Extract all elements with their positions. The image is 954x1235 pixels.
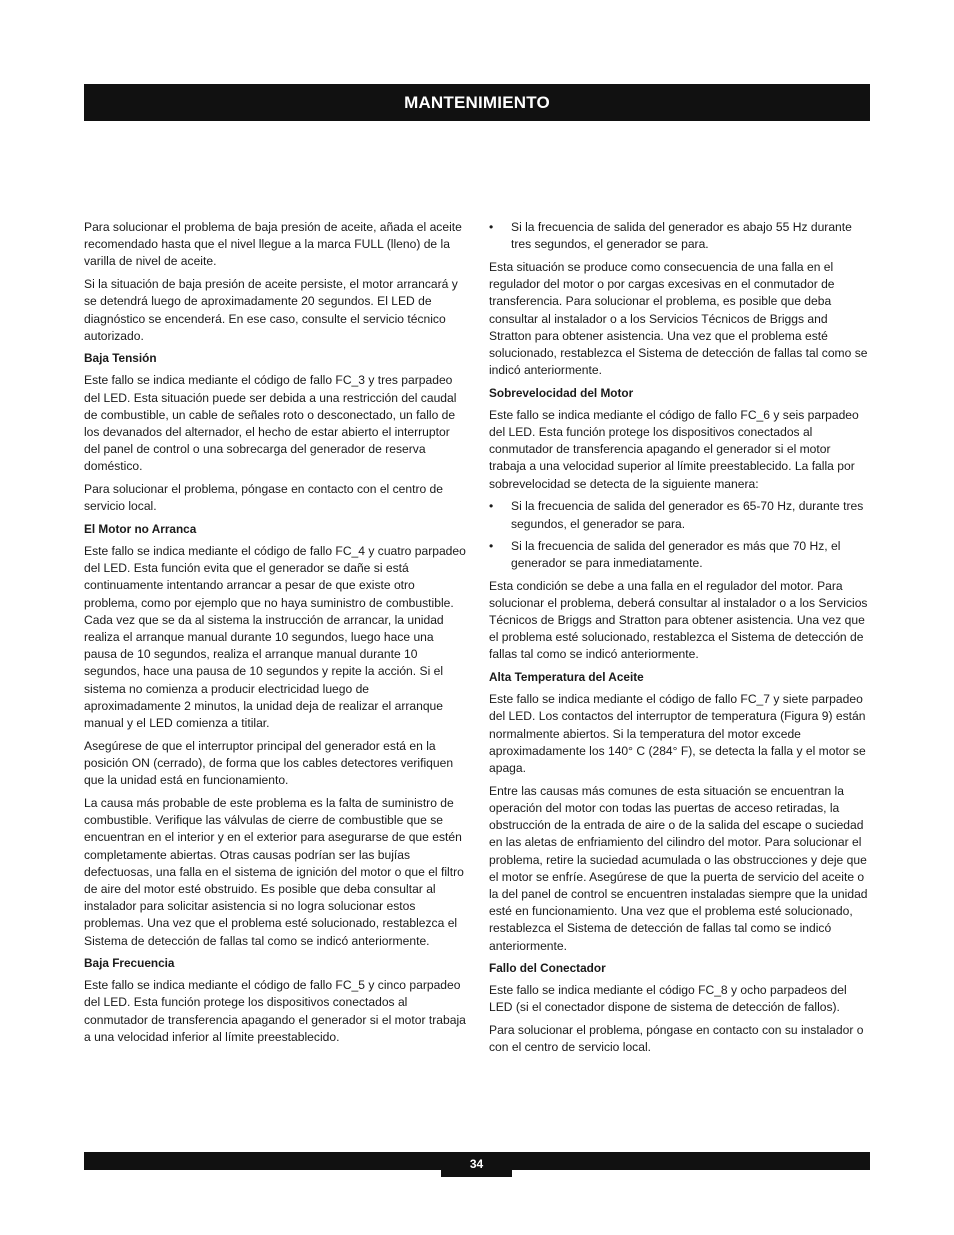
list-item: • Si la frecuencia de salida del generador es 65-70 Hz, durante tres segundos, el generador se para. (489, 499, 864, 531)
bullet-list-overspeed (489, 498, 870, 572)
list-item: • Si la frecuencia de salida del generador es más que 70 Hz, el generador se para inmediatamente. (489, 538, 841, 570)
paragraph-conectador-fix: Para solucionar el problema, póngase en contacto con su instalador o con el centro de servicio local. (489, 1023, 864, 1055)
paragraph-motor-no-arranca: Este fallo se indica mediante el código de fallo FC_4 y cuatro parpadeo del LED. Esta función evita que el generador se dañe si está continuamente intentando arrancar a pesar de que existe otro problema, como por ejemplo que no haya suministro de combustible. Cada vez que se da al sistema la instrucción de arrancar, la unidad realiza el arranque manual durante 10 segundos, luego hace una pausa de 10 segundos, realiza el arranque manual durante 10 segundos, hace una pausa de 10 segundos y repite la acción. Si el sistema no comienza a producir electricidad luego de aproximadamente 2 minutos, la unidad deja de realizar el arranque manual y el LED comienza a titilar. (84, 544, 466, 731)
paragraph-oil-pressure-fix: Para solucionar el problema de baja presión de aceite, añada el aceite recomendado hasta que el nivel llegue a la marca FULL (lleno) de la varilla de nivel de aceite. (84, 220, 462, 269)
paragraph-overspeed-cause: Esta condición se debe a una falla en el regulador del motor. Para solucionar el problema, deberá consultar al instalador o a los Servicios Técnicos de Briggs and Stratton para obtener asistencia. Una vez que el problema esté solucionado, restablezca el Sistema de detección de fallas tal como se indicó anteriormente. (489, 578, 868, 662)
paragraph-baja-tension: Este fallo se indica mediante el código de fallo FC_3 y tres parpadeo del LED. Esta situación puede ser debida a una restricción del caudal de combustible, un cable de señales roto o desconectado, un fallo de los devanados del alternador, el hecho de estar abierto el interruptor del panel de control o una sobrecarga del generador de reserva doméstico. (84, 373, 457, 474)
paragraph-baja-tension-fix: Para solucionar el problema, póngase en contacto con el centro de servicio local. (84, 482, 444, 514)
bullet-glyph: • (489, 538, 494, 553)
section-title: MANTENIMIENTO (404, 93, 550, 112)
paragraph-fuel-cause: La causa más probable de este problema es la falta de suministro de combustible. Verifique las válvulas de cierre de combustible que se encuentran en el interior y en el exterior para asegurarse de que estén completamente abiertas. Otras causas podrían ser las bujías defectuosas, una falla en el sistema de ignición del motor o que el filtro de aire del motor esté obstruido. Es posible que deba consultar al instalador para solicitar asistencia si no logra solucionar estos problemas. Una vez que el problema esté solucionado, restablezca el Sistema de detección de fallas tal como se indicó anteriormente. (84, 795, 464, 948)
bullet-list-low-frequency (489, 219, 870, 253)
paragraph-baja-frecuencia: Este fallo se indica mediante el código de fallo FC_5 y cinco parpadeo del LED. Esta función protege los dispositivos conectados al conmutador de transferencia apagando el generador si el motor trabaja a una velocidad inferior al límite preestablecido. (84, 978, 466, 1044)
bullet-glyph: • (489, 220, 494, 234)
heading-baja-tension: Baja Tensión (84, 351, 157, 366)
paragraph-oil-pressure-persists: Si la situación de baja presión de aceite persiste, el motor arrancará y se detendrá luego de aproximadamente 20 segundos. El LED de diagnóstico se encenderá. En ese caso, consulte el servicio técnico autorizado. (84, 277, 458, 343)
paragraph-main-switch: Asegúrese de que el interruptor principal del generador está en la posición ON (cerrado), de forma que los cables detectores verifiquen que la unidad está en funcionamiento. (84, 738, 454, 788)
paragraph-alta-temperatura: Este fallo se indica mediante el código de fallo FC_7 y siete parpadeo del LED. Los contactos del interruptor de temperatura (Figura 9) están normalmente abiertos. Si la temperatura del motor excede aproximadamente los 140° C (284° F), se detecta la falla y el motor se apaga. (489, 692, 866, 775)
list-item: • Si la frecuencia de salida del generador es abajo 55 Hz durante tres segundos, el generador se para. (489, 220, 852, 252)
right-column (489, 219, 870, 1062)
left-column (84, 219, 466, 1052)
heading-fallo-conectador: Fallo del Conectador (489, 961, 606, 976)
heading-alta-temperatura: Alta Temperatura del Aceite (489, 670, 644, 685)
heading-baja-frecuencia: Baja Frecuencia (84, 956, 175, 971)
heading-sobrevelocidad: Sobrevelocidad del Motor (489, 385, 634, 400)
section-header-bar (84, 84, 870, 121)
paragraph-sobrevelocidad: Este fallo se indica mediante el código de fallo FC_6 y seis parpadeo del LED. Esta función protege los dispositivos conectados al conmutador de transferencia apagando el generador si el motor trabaja a una velocidad superior al límite preestablecido. La falla por sobrevelocidad se detecta de la siguiente manera: (489, 407, 859, 491)
paragraph-low-frequency-cause: Esta situación se produce como consecuencia de una falla en el regulador del motor o por cargas excesivas en el conmutador de transferencia. Para solucionar el problema, es posible que deba consultar al instalador o a los Servicios Técnicos de Briggs and Stratton para obtener asistencia. Una vez que el problema esté solucionado, restablezca el Sistema de detección de fallas tal como se indicó anteriormente. (489, 259, 868, 378)
bullet-glyph: • (489, 499, 494, 514)
heading-motor-no-arranca: El Motor no Arranca (84, 522, 197, 537)
page-number: 34 (441, 1152, 512, 1177)
paragraph-temperature-causes: Entre las causas más comunes de esta situación se encuentran la operación del motor con todas las puertas de acceso retiradas, la obstrucción de la entrada de aire o de la salida del escape o suciedad en las aletas de enfriamiento del cilindro del motor. Para solucionar el problema, retire la suciedad acumulada o las obstrucciones y deje que el motor se enfríe. Asegúrese de que la puerta de servicio del aceite o la del panel de control se encuentren instaladas siempre que la unidad esté en funcionamiento. Una vez que el problema esté solucionado, restablezca el Sistema de detección de fallas tal como se indicó anteriormente. (489, 783, 868, 953)
paragraph-fallo-conectador: Este fallo se indica mediante el código FC_8 y ocho parpadeos del LED (si el conectador dispone de sistema de detección de fallos). (489, 983, 847, 1015)
